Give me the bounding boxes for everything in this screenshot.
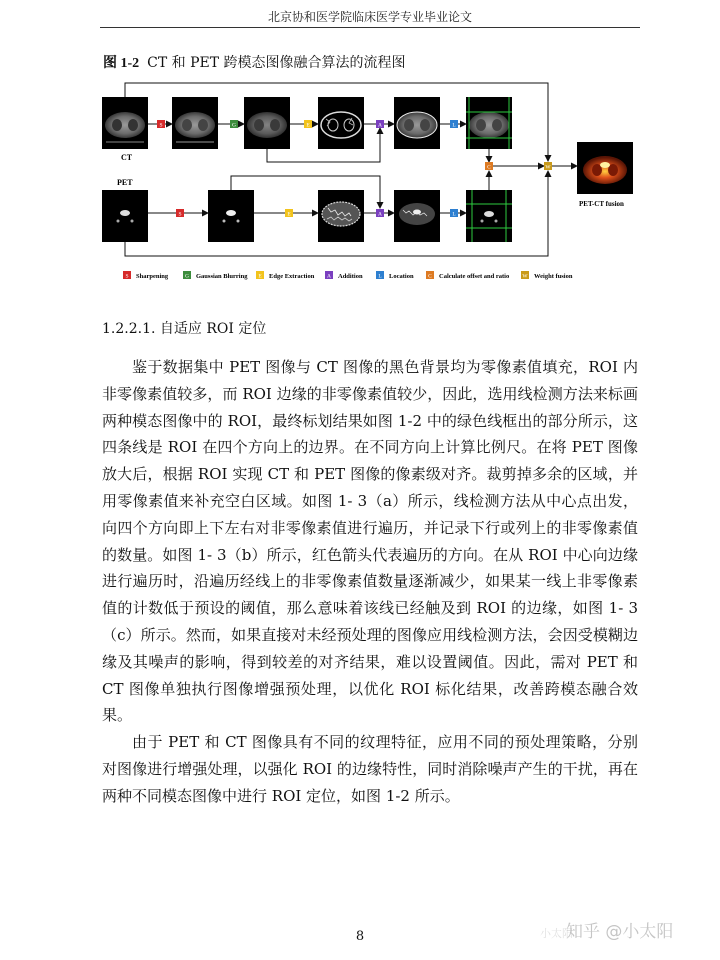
legend-item-location: [376, 271, 414, 280]
ct-image-2: [172, 97, 218, 149]
legend-item-gaussian: [183, 271, 248, 280]
section-heading: 1.2.2.1. 自适应 ROI 定位: [102, 321, 267, 337]
body-text: [102, 354, 638, 810]
ct-image-roi: [466, 97, 512, 149]
svg-text:W: W: [522, 273, 528, 280]
legend: [123, 271, 573, 280]
svg-text:E: E: [287, 211, 291, 218]
svg-text:Location: Location: [389, 273, 414, 280]
legend-item-sharpening: [123, 271, 169, 280]
op-edge-pet: [285, 209, 293, 218]
svg-text:A: A: [378, 122, 382, 129]
op-sharpening-ct: [157, 120, 165, 129]
page-number: 8: [355, 929, 365, 944]
pet-image-2: [208, 190, 254, 242]
svg-text:C: C: [428, 273, 432, 280]
svg-text:G: G: [232, 122, 236, 129]
svg-text:L: L: [452, 211, 456, 218]
svg-text:L: L: [378, 273, 382, 280]
svg-text:E: E: [258, 273, 262, 280]
svg-text:G: G: [185, 273, 189, 280]
svg-text:S: S: [125, 273, 129, 280]
op-addition-pet: [376, 209, 384, 218]
op-location-ct: [450, 120, 458, 129]
running-header: 北京协和医学院临床医学专业毕业论文: [267, 10, 472, 24]
pet-row-label: PET: [117, 178, 133, 187]
op-weight-fusion: [544, 162, 552, 171]
op-gaussian-ct: [230, 120, 238, 129]
svg-text:Sharpening: Sharpening: [136, 273, 169, 280]
paragraph: 鉴于数据集中 PET 图像与 CT 图像的黑色背景均为零像素值填充，ROI 内非零像素值较多，而 ROI 边缘的非零像素值较少，因此，选用线检测方法来标画两种模态图像中的 ROI，最终标划结果如图 1-2 中的绿色线框出的部分所示，这四条线是 ROI 在四个方向上的边界。在不同方向上计算比例尺。在将 PET 图像放大后，根据 ROI 实现 CT 和 PET 图像的像素级对齐。裁剪掉多余的区域，并用零像素值来补充空白区域。如图 1- 3（a）所示，线检测方法从中心点出发，向四个方向即上下左右对非零像素值进行遍历，并记录下行或列上的非零像素值的数量。如图 1- 3（b）所示，红色箭头代表遍历的方向。在从 ROI 中心向边缘进行遍历时，沿遍历经线上的非零像素值数量逐渐减少，如果某一线上非零像素值的计数低于预设的阈值，那么意味着该线已经触及到 ROI 的边缘，如图 1- 3（c）所示。然而，如果直接对未经预处理的图像应用线检测方法，会因受模糊边缘及其噪声的影响，得到较差的对齐结果，难以设置阈值。因此，需对 PET 和 CT 图像单独执行图像增强预处理，以优化 ROI 标化结果，改善跨模态融合效果。: [102, 358, 638, 725]
svg-text:L: L: [452, 122, 456, 129]
svg-text:Gaussian Blurring: Gaussian Blurring: [196, 273, 248, 280]
pet-image-edge: [318, 190, 364, 242]
ct-row-label: CT: [121, 153, 133, 162]
svg-text:Calculate offset and ratio: Calculate offset and ratio: [439, 273, 510, 280]
figure-number: 图 1-2: [103, 56, 140, 71]
op-location-pet: [450, 209, 458, 218]
ct-image-4: [318, 97, 364, 149]
watermark: 知乎 @小太阳: [566, 922, 674, 942]
svg-text:S: S: [178, 211, 182, 218]
pet-image-1: [102, 190, 148, 242]
ct-image-5: [394, 97, 440, 149]
legend-item-addition: [325, 271, 363, 280]
svg-text:W: W: [545, 164, 551, 171]
svg-text:Edge Extraction: Edge Extraction: [269, 273, 315, 280]
ct-image-3: [244, 97, 290, 149]
svg-text:C: C: [487, 164, 491, 171]
svg-text:A: A: [327, 273, 331, 280]
fusion-output-image: [577, 142, 633, 194]
op-addition-ct: [376, 120, 384, 129]
op-sharpening-pet: [176, 209, 184, 218]
legend-item-weight-fusion: [521, 271, 573, 280]
pet-image-3: [394, 190, 440, 242]
svg-text:Addition: Addition: [338, 273, 363, 280]
paragraph: 由于 PET 和 CT 图像具有不同的纹理特征，应用不同的预处理策略，分别对图像进行增强处理，以强化 ROI 的边缘特性，同时消除噪声产生的干扰，再在两种不同模态图像中进行 ROI 定位，如图 1-2 所示。: [102, 733, 638, 805]
fusion-output-label: PET-CT fusion: [579, 200, 624, 208]
ct-image-1: [102, 97, 148, 149]
svg-text:S: S: [159, 122, 163, 129]
svg-text:A: A: [378, 211, 382, 218]
legend-item-edge: [256, 271, 315, 280]
flowchart-figure: [0, 0, 720, 300]
legend-item-calculate: [426, 271, 509, 280]
svg-text:E: E: [306, 122, 310, 129]
figure-caption-text: CT 和 PET 跨模态图像融合算法的流程图: [147, 55, 406, 71]
op-edge-ct: [304, 120, 312, 129]
pet-image-roi: [466, 190, 512, 242]
svg-text:Weight fusion: Weight fusion: [534, 273, 573, 280]
op-calculate: [485, 162, 493, 171]
watermark-faint: 小太阳: [540, 927, 573, 940]
